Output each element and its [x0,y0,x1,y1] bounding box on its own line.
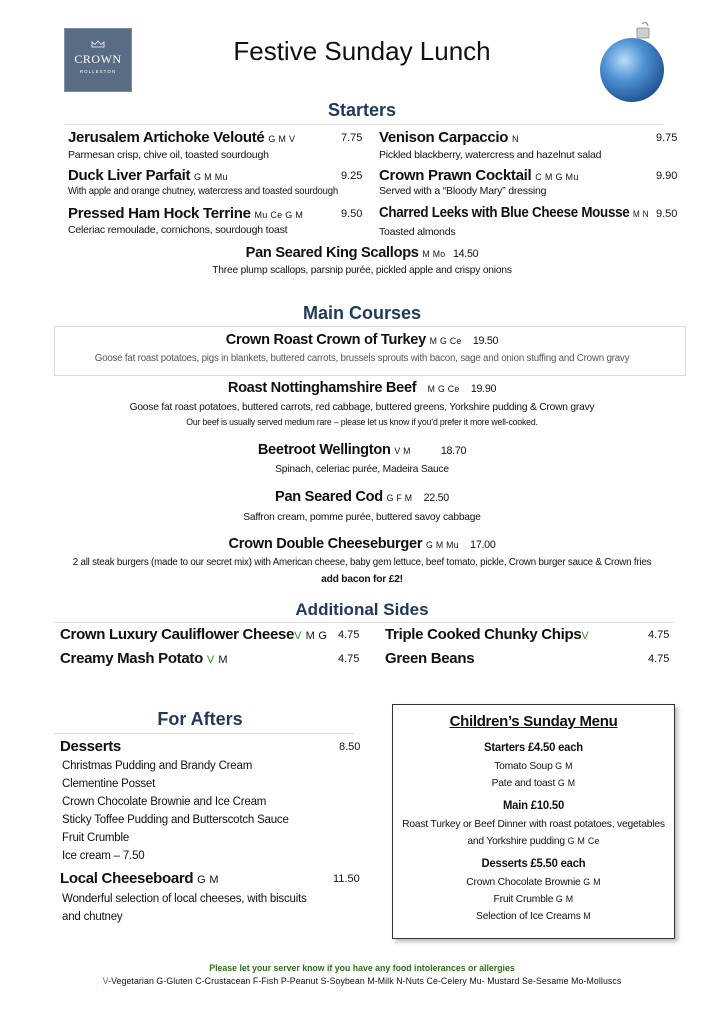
starters-divider [64,124,664,125]
starter-left-0-desc: Parmesan crisp, chive oil, toasted sourdough [68,149,269,161]
allergy-notice: Please let your server know if you have any food intolerances or allergies [209,963,515,973]
starter-right-1-desc: Served with a “Bloody Mary” dressing [379,185,547,197]
kids-dessert-item: Crown Chocolate Brownie G M [466,876,601,888]
starter-right-2-desc: Toasted almonds [379,226,456,238]
side-2-name: Triple Cooked Chunky ChipsV [385,626,590,643]
dessert-item: Christmas Pudding and Brandy Cream [62,760,253,772]
kids-starter-item: Tomato Soup G M [494,760,573,772]
kids-main-desc-cont: and Yorkshire pudding G M Ce [467,835,600,847]
starter-left-2-price: 9.50 [341,208,363,220]
main-1-desc: Goose fat roast potatoes, buttered carrots, red cabbage, buttered greens, Yorkshire pudding & Crown gravy [129,401,595,413]
cheeseboard-desc-cont: and chutney [62,911,123,923]
logo-sub: ROLLESTON [79,69,117,74]
afters-divider [54,733,354,734]
main-3-desc: Saffron cream, pomme purée, buttered savoy cabbage [243,511,481,523]
main-1-note: Our beef is usually served medium rare – please let us know if you’d prefer it more well-cooked. [186,417,538,427]
kids-main-label: Main £10.50 [502,800,565,812]
starter-right-1-price: 9.90 [656,170,678,182]
starters-heading: Starters [327,100,397,120]
starter-right-1-name: Crown Prawn Cocktail C M G Mu [379,167,579,184]
logo-name: CROWN [74,52,122,66]
starter-left-1-name: Duck Liver Parfait G M Mu [68,167,228,184]
main-1-name: Roast Nottinghamshire Beef M G Ce 19.90 [227,379,497,396]
side-1-price: 4.75 [338,653,360,665]
page-title: Festive Sunday Lunch [233,36,491,66]
kids-starter-item: Pate and toast G M [491,777,576,789]
main-0-desc: Goose fat roast potatoes, pigs in blankets, buttered carrots, brussels sprouts with bacon, sage and onion stuffing and Crown gravy [94,353,630,364]
main-2-desc: Spinach, celeriac purée, Madeira Sauce [275,463,449,475]
starter-right-0-desc: Pickled blackberry, watercress and hazelnut salad [379,149,602,161]
sides-divider [54,622,674,623]
main-0-name: Crown Roast Crown of Turkey M G Ce 19.50 [225,331,499,348]
kids-dessert-item: Fruit Crumble G M [493,893,574,905]
cheeseboard-price: 11.50 [333,873,360,885]
desserts-price: 8.50 [339,741,361,753]
dessert-item: Sticky Toffee Pudding and Butterscotch Sauce [62,814,289,826]
kids-starters-label: Starters £4.50 each [484,742,583,754]
starter-left-0-price: 7.75 [341,132,363,144]
mains-heading: Main Courses [302,303,422,323]
childrens-menu-box [392,704,675,939]
dessert-item: Ice cream – 7.50 [62,850,145,862]
main-4-desc: 2 all steak burgers (made to our secret mix) with American cheese, baby gem lettuce, beef tomato, pickle, Crown burger sauce & Crown fries [72,557,652,568]
starter-right-0-price: 9.75 [656,132,678,144]
afters-heading: For Afters [157,709,243,729]
kids-desserts-label: Desserts £5.50 each [481,858,586,870]
side-0-price: 4.75 [338,629,360,641]
starter-right-2-name: Charred Leeks with Blue Cheese Mousse M N [379,205,649,221]
starter-left-2-name: Pressed Ham Hock Terrine Mu Ce G M [68,205,304,222]
kids-main-desc: Roast Turkey or Beef Dinner with roast potatoes, vegetables [402,818,665,830]
desserts-label: Desserts [60,738,121,755]
starter-left-2-desc: Celeriac remoulade, cornichons, sourdough toast [68,224,288,236]
side-1-name: Creamy Mash Potato V M [60,650,228,667]
side-3-price: 4.75 [648,653,670,665]
allergen-legend: V-Vegetarian G-Gluten C-Crustacean F-Fish P-Peanut S-Soybean M-Milk N-Nuts Ce-Celery Mu- Mustard Se-Sesame Mo-Molluscs [102,976,622,986]
starter-left-0-name: Jerusalem Artichoke Velouté G M V [68,129,296,146]
main-3-name: Pan Seared Cod G F M 22.50 [275,488,449,505]
cheeseboard-label: Local Cheeseboard G M [60,870,219,887]
starter-scallops-desc: Three plump scallops, parsnip purée, pickled apple and crispy onions [212,264,512,276]
dessert-item: Fruit Crumble [62,832,130,844]
starter-right-0-name: Venison Carpaccio N [379,129,519,146]
bauble-icon [596,18,668,108]
main-4-note: add bacon for £2! [321,573,403,585]
sides-heading: Additional Sides [295,600,429,619]
side-0-name: Crown Luxury Cauliflower CheeseV M G [60,626,328,643]
main-2-name: Beetroot Wellington V M 18.70 [257,441,467,458]
starter-left-1-desc: With apple and orange chutney, watercress and toasted sourdough [68,185,338,197]
side-2-price: 4.75 [648,629,670,641]
dessert-item: Clementine Posset [62,778,156,790]
kids-title: Children’s Sunday Menu [449,713,618,730]
dessert-item: Crown Chocolate Brownie and Ice Cream [62,796,267,808]
starter-left-1-price: 9.25 [341,170,363,182]
starter-scallops-name: Pan Seared King Scallops M Mo 14.50 [245,244,479,261]
cheeseboard-desc: Wonderful selection of local cheeses, with biscuits [62,893,307,905]
starter-right-2-price: 9.50 [656,208,678,220]
side-3-name: Green Beans [385,650,475,667]
kids-dessert-item: Selection of Ice Creams M [476,910,591,922]
main-4-name: Crown Double Cheeseburger G M Mu 17.00 [228,535,496,552]
